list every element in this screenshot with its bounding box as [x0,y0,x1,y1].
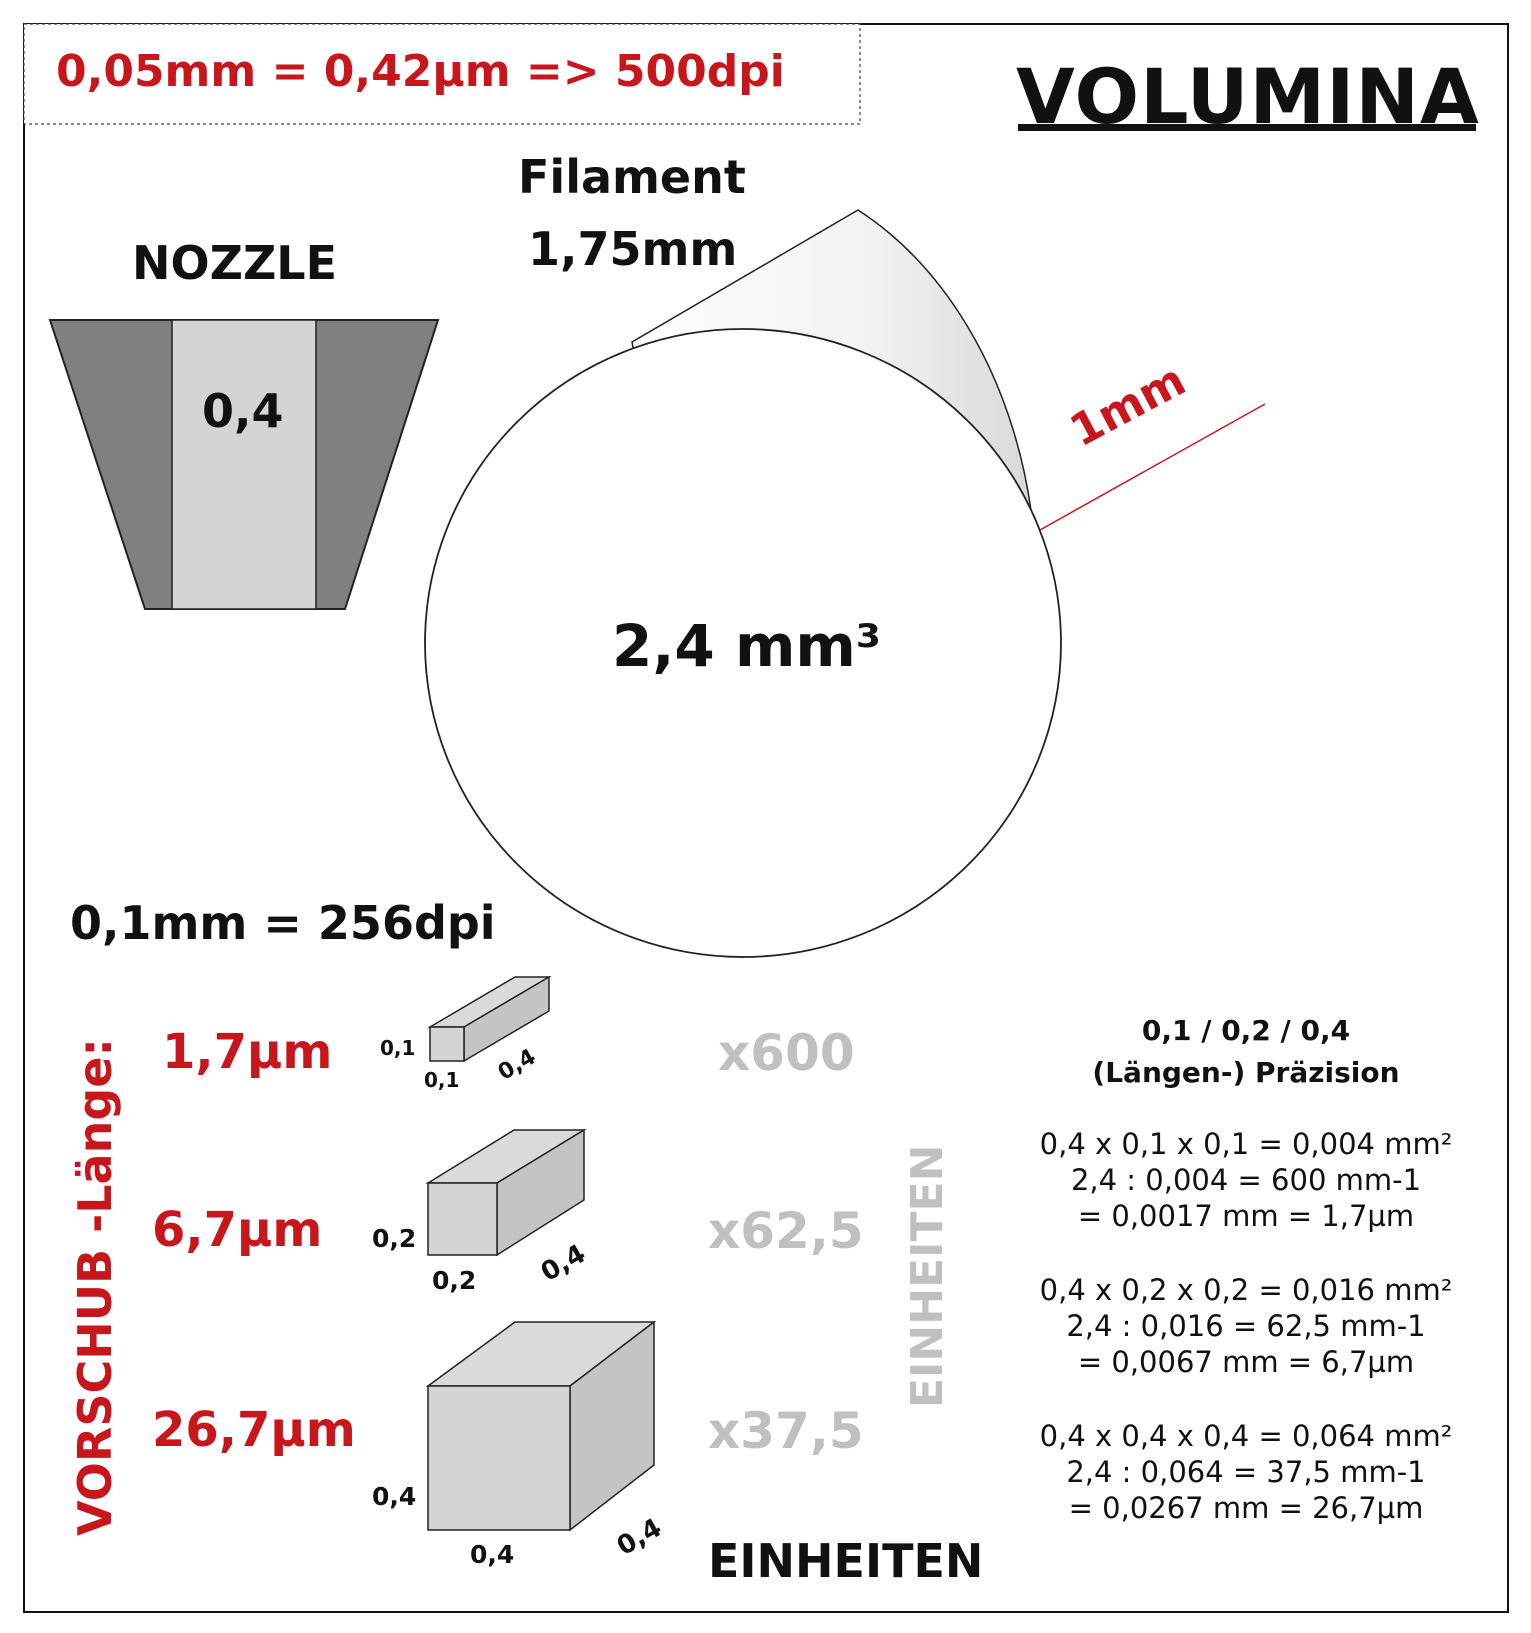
nozzle-bore-label: 0,4 [202,384,284,438]
units-vertical-label: EINHEITEN [902,1144,953,1408]
block-medium-height: 0,2 [372,1224,417,1253]
feed-axis-label: VORSCHUB -Länge: [68,1038,122,1536]
calc-1-line-2: 2,4 : 0,004 = 600 mm-1 [1070,1163,1422,1197]
block-medium [428,1130,584,1255]
calc-3-line-2: 2,4 : 0,064 = 37,5 mm-1 [1066,1455,1426,1489]
resolution-256: 0,1mm = 256dpi [70,896,496,950]
block-small-width: 0,1 [424,1068,460,1092]
units-bottom-label: EINHEITEN [708,1534,984,1588]
calc-block-1 [1006,1126,1486,1234]
calc-2-line-2: 2,4 : 0,016 = 62,5 mm-1 [1066,1309,1426,1343]
nozzle-graphic [50,320,438,609]
precision-title: (Längen-) Präzision [1092,1056,1400,1089]
multiplier-1: x600 [718,1024,855,1082]
block-medium-depth: 0,4 [536,1238,591,1288]
block-small-height: 0,1 [380,1036,416,1060]
block-large-depth: 0,4 [612,1512,667,1562]
multiplier-2: x62,5 [708,1202,864,1260]
calc-1-line-3: = 0,0017 mm = 1,7µm [1077,1199,1415,1233]
feed-length-2: 6,7µm [152,1202,323,1258]
block-large-width: 0,4 [470,1540,515,1569]
feed-length-3: 26,7µm [152,1402,356,1458]
calc-block-3 [1006,1418,1486,1526]
precision-panel [1006,1010,1486,1094]
filament-volume: 2,4 mm³ [612,612,882,680]
block-small-depth: 0,4 [494,1044,541,1086]
feed-length-1: 1,7µm [162,1024,333,1080]
calc-block-2 [1006,1272,1486,1380]
nozzle-bore [172,320,316,609]
filament-length-label: 1mm [1062,354,1194,458]
filament-label: Filament [518,150,746,204]
block-small-front [430,1027,464,1061]
multiplier-3: x37,5 [708,1402,864,1460]
block-large-front [428,1386,570,1530]
calc-3-line-1: 0,4 x 0,4 x 0,4 = 0,064 mm² [1039,1419,1453,1453]
calc-2-line-3: = 0,0067 mm = 6,7µm [1077,1345,1415,1379]
page-title: VOLUMINA [1016,52,1480,141]
nozzle-label: NOZZLE [132,236,338,290]
block-large-height: 0,4 [372,1482,417,1511]
filament-cylinder [425,210,1265,957]
resolution-note: 0,05mm = 0,42µm => 500dpi [56,46,785,97]
block-medium-front [428,1183,497,1255]
precision-layers: 0,1 / 0,2 / 0,4 [1141,1014,1351,1047]
calc-3-line-3: = 0,0267 mm = 26,7µm [1068,1491,1424,1525]
block-large [428,1322,654,1530]
block-small [430,977,549,1061]
calc-2-line-1: 0,4 x 0,2 x 0,2 = 0,016 mm² [1039,1273,1453,1307]
block-medium-width: 0,2 [432,1266,477,1295]
filament-diameter: 1,75mm [528,222,738,276]
calc-1-line-1: 0,4 x 0,1 x 0,1 = 0,004 mm² [1039,1127,1453,1161]
